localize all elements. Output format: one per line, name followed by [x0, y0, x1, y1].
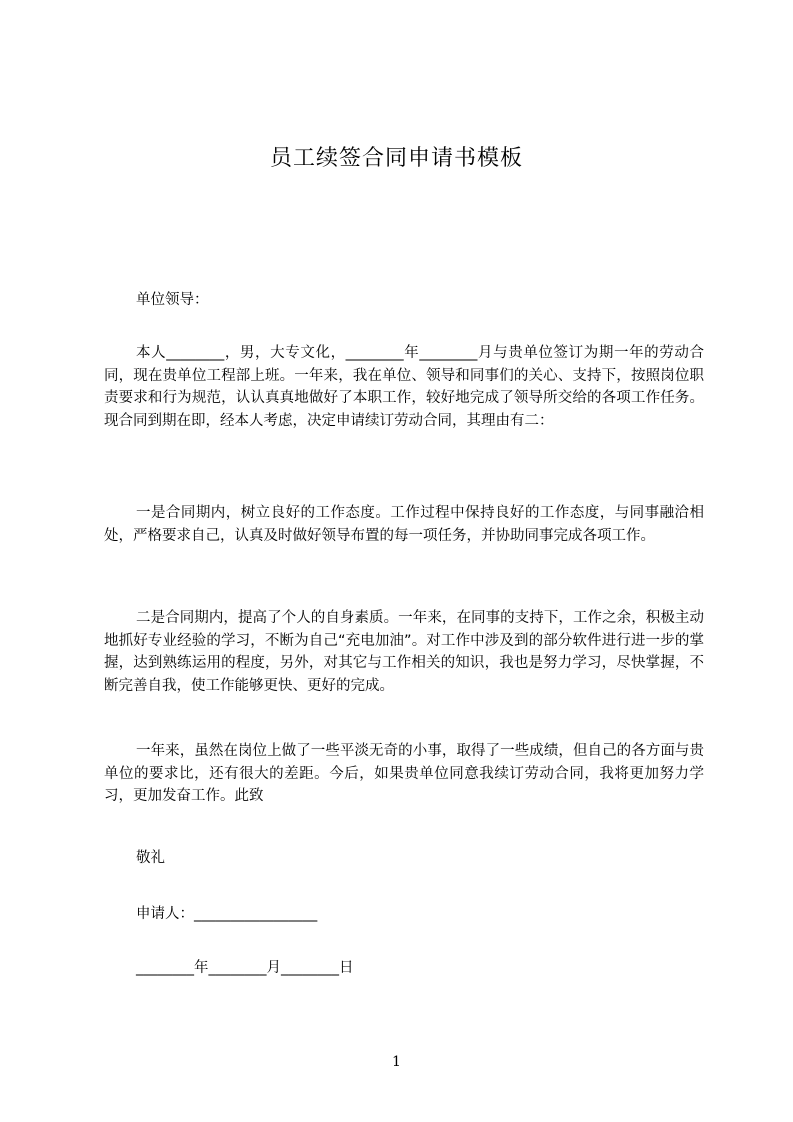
paragraph-introduction: 本人________，男，大专文化，________年________月与贵单位签订为期一年的劳动合同，现在贵单位工程部上班。一年来，我在单位、领导和同事们的关心、支持下，按照岗位职责要求和行为规范，认认真真地做好了本职工作，较好地完成了领导所交给的各项工作任务。现合同到期在即，经本人考虑，决定申请续订劳动合同，其理由有二： — [104, 345, 704, 429]
date-line: ________年________月________日 — [136, 960, 354, 976]
page-number: 1 — [392, 1054, 401, 1070]
document-title: 员工续签合同申请书模板 — [269, 146, 523, 171]
paragraph-reason-one: 一是合同期内，树立良好的工作态度。工作过程中保持良好的工作态度，与同事融洽相处，严格要求自己，认真及时做好领导布置的每一项任务，并协助同事完成各项工作。 — [104, 505, 704, 544]
applicant-signature-line: 申请人：_________________ — [136, 906, 318, 922]
paragraph-conclusion: 一年来，虽然在岗位上做了一些平淡无奇的小事，取得了一些成绩，但自己的各方面与贵单位的要求比，还有很大的差距。今后，如果贵单位同意我续订劳动合同，我将更加努力学习，更加发奋工作。此致 — [104, 743, 704, 804]
closing-regards: 敬礼 — [136, 850, 165, 866]
paragraph-reason-two: 二是合同期内，提高了个人的自身素质。一年来，在同事的支持下，工作之余，积极主动地抓好专业经验的学习，不断为自己“充电加油”。对工作中涉及到的部分软件进行进一步的掌握，达到熟练运用的程度，另外，对其它与工作相关的知识，我也是努力学习，尽快掌握，不断完善自我，使工作能够更快、更好的完成。 — [104, 610, 704, 694]
salutation: 单位领导： — [136, 292, 209, 308]
